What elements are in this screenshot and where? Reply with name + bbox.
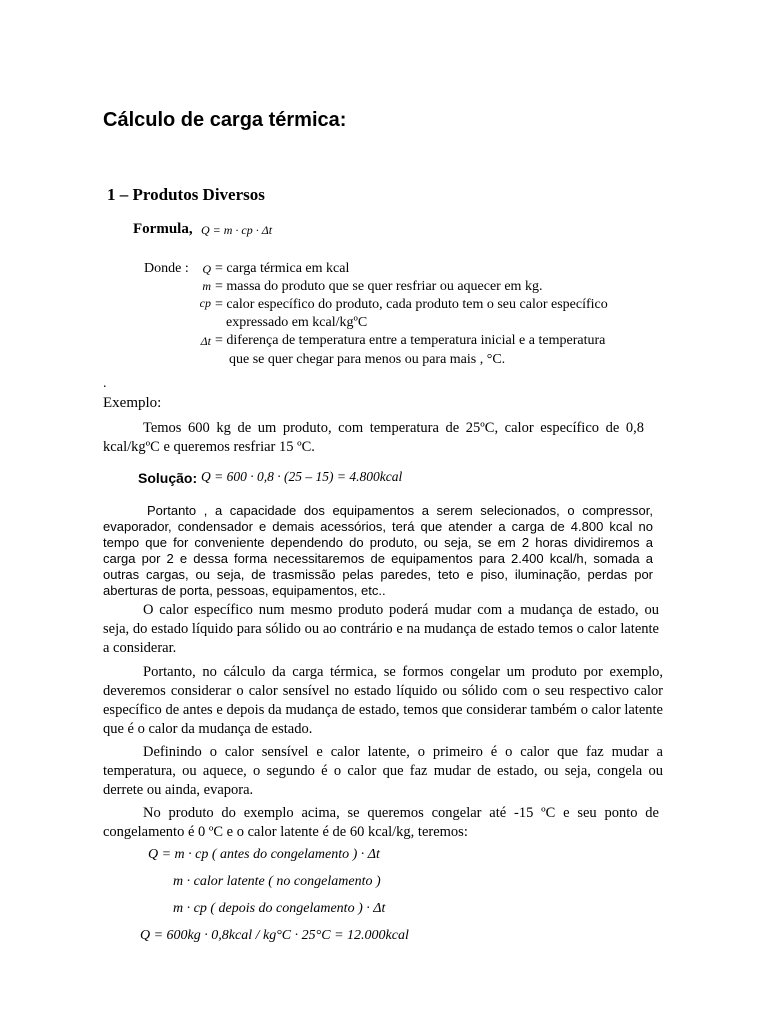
equation-line: m · cp ( depois do congelamento ) · Δt — [173, 901, 386, 916]
section-heading: 1 – Produtos Diversos — [107, 185, 265, 204]
paragraph: Definindo o calor sensível e calor latente, o primeiro é o calor que faz mudar a temperatura, ou aquece, o segundo é o calor que faz mudar de estado, ou seja, congela ou derrete ou ainda, evapora. — [103, 744, 663, 798]
variable-description: = diferença de temperatura entre a temperatura inicial e a temperatura — [215, 333, 606, 348]
variable-description: = massa do produto que se quer resfriar ou aquecer em kg. — [215, 279, 543, 294]
page-title: Cálculo de carga térmica: — [103, 109, 347, 131]
formula-equation: Q = m · cp · Δt — [201, 223, 273, 237]
stray-dot: . — [103, 376, 107, 391]
equation-line: Q = m · cp ( antes do congelamento ) · Δt — [148, 847, 380, 862]
equation-line: m · calor latente ( no congelamento ) — [173, 874, 381, 889]
variable-symbol: m — [202, 279, 211, 293]
paragraph: No produto do exemplo acima, se queremos congelar até -15 ºC e seu ponto de congelamento é 0 ºC e o calor latente é de 60 kcal/kg, teremos: — [103, 805, 659, 840]
variable-symbol: Q — [202, 262, 211, 276]
paragraph: Portanto , a capacidade dos equipamentos a serem selecionados, o compressor, evaporador, condensador e demais acessórios, terá que atender a carga de 4.800 kcal no tempo que for conveniente dependendo do produto, ou seja, se em 2 horas dividiremos a carga por 2 e dessa forma necessitaremos de equipamentos para 2.400 kcal/h, somada a outras cargas, ou seja, de trasmissão pelas paredes, teto e piso, iluminação, perdas por aberturas de porta, pessoas, equipamentos, etc.. — [103, 503, 653, 598]
equation-line: Q = 600kg · 0,8kcal / kg°C · 25°C = 12.000kcal — [140, 928, 409, 943]
example-label: Exemplo: — [103, 395, 162, 411]
variable-symbol: cp — [199, 296, 211, 310]
solution-label: Solução: — [138, 470, 198, 486]
variable-description: = calor específico do produto, cada produto tem o seu calor específico — [215, 297, 608, 312]
paragraph: O calor específico num mesmo produto poderá mudar com a mudança de estado, ou seja, do estado líquido para sólido ou ao contrário e na mudança de estado temos o calor latente a considerar. — [103, 602, 659, 656]
variable-symbol: Δt — [200, 334, 211, 348]
example-text: Temos 600 kg de um produto, com temperatura de 25ºC, calor específico de 0,8 kcal/kgºC e queremos resfriar 15 ºC. — [103, 420, 644, 455]
paragraph: Portanto, no cálculo da carga térmica, se formos congelar um produto por exemplo, deveremos considerar o calor sensível no estado líquido ou sólido com o seu respectivo calor específico de antes e depois da mudança de estado, temos que considerar também o calor latente que é o calor da mudança de estado. — [103, 664, 663, 737]
donde-label: Donde : — [144, 261, 189, 276]
variable-description-continued: expressado em kcal/kgºC — [226, 315, 368, 330]
variable-description-continued: que se quer chegar para menos ou para mais , °C. — [229, 352, 506, 367]
solution-equation: Q = 600 · 0,8 · (25 – 15) = 4.800kcal — [201, 469, 403, 484]
variable-description: = carga térmica em kcal — [215, 261, 350, 276]
formula-label: Formula, — [133, 221, 193, 237]
